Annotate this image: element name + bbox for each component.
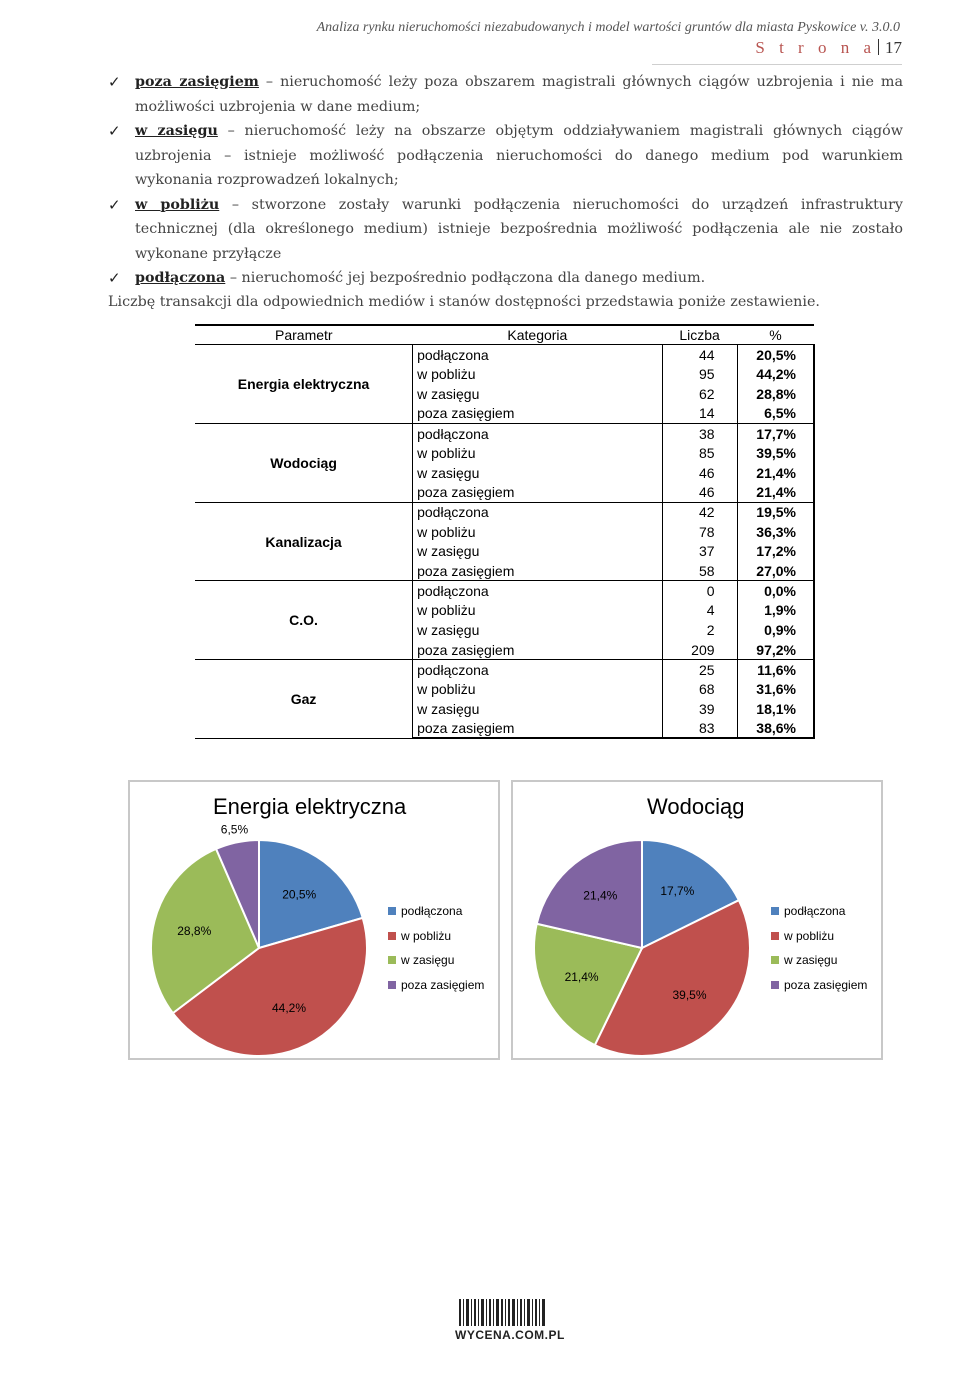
table-body [195,345,814,739]
chart-energia [128,780,500,1060]
legend-swatch [771,981,779,989]
logo-text: WYCENA.COM.PL [455,1328,565,1342]
count-cell: 62 [662,384,737,404]
count-cell: 78 [662,522,737,542]
count-cell: 37 [662,542,737,562]
slice-label: 28,8% [177,923,212,938]
count-cell: 209 [662,640,737,660]
legend-label: w zasięgu [784,953,838,968]
legend-label: podłączona [401,904,463,918]
legend-label: poza zasięgiem [401,978,485,993]
term: w pobliżu [135,196,220,213]
count-cell: 2 [662,620,737,640]
intro-paragraph: Liczbę transakcji dla odpowiednich mediów i stanów dostępności przedstawia poniże zestawienie. [108,294,820,310]
category-cell: w zasięgu [413,463,663,483]
category-cell: w zasięgu [413,620,663,640]
document-title: Analiza rynku nieruchomości niezabudowanych i model wartości gruntów dla miasta Pyskowice v. 3.0.0 [316,20,900,35]
category-cell: poza zasięgiem [413,640,663,660]
chart-legend [388,904,484,1003]
slice-label: 6,5% [220,822,249,837]
count-cell: 58 [662,561,737,581]
param-cell: Gaz [195,660,413,739]
category-cell: poza zasięgiem [413,561,663,581]
legend-swatch [388,981,396,989]
percent-cell: 31,6% [737,679,814,699]
chart-title: Wodociąg [647,794,745,819]
category-cell: w zasięgu [413,542,663,562]
legend-swatch [388,932,396,940]
table-row [195,502,814,522]
param-cell: C.O. [195,581,413,660]
category-cell: w zasięgu [413,699,663,719]
table-row [195,423,814,443]
legend-label: w pobliżu [401,928,452,943]
percent-cell: 6,5% [737,404,814,424]
percent-cell: 21,4% [737,463,814,483]
slice-label: 21,4% [564,969,599,984]
table-row [195,345,814,365]
table-header-row [195,325,814,345]
chart-legend [771,904,867,1003]
count-cell: 25 [662,660,737,680]
count-cell: 42 [662,502,737,522]
definition: – nieruchomość leży poza obszarem magistrali głównych ciągów uzbrojenia i nie ma możliwości uzbrojenia w dane medium; [135,74,903,115]
count-cell: 85 [662,443,737,463]
legend-swatch [771,932,779,940]
percent-cell: 44,2% [737,364,814,384]
legend-label: poza zasięgiem [784,978,868,993]
param-cell: Wodociąg [195,423,413,502]
check-icon: ✓ [108,122,121,140]
category-cell: poza zasięgiem [413,483,663,503]
percent-cell: 19,5% [737,502,814,522]
slice-label: 20,5% [282,887,317,902]
percent-cell: 21,4% [737,483,814,503]
slice-label: 44,2% [272,1000,307,1015]
legend-item [388,929,484,954]
category-cell: podłączona [413,660,663,680]
category-cell: poza zasięgiem [413,719,663,739]
count-cell: 14 [662,404,737,424]
header-param: Parametr [275,327,333,344]
count-cell: 4 [662,601,737,621]
term: podłączona [135,270,226,286]
list-item [108,193,903,267]
header-category: Kategoria [507,327,568,344]
category-cell: w pobliżu [413,364,663,384]
page-number-line [652,38,902,65]
list-item [108,119,903,193]
page-word: S t r o n a [755,38,876,57]
percent-cell: 11,6% [737,660,814,680]
legend-item [388,953,484,978]
slice-label: 21,4% [583,888,618,903]
definition: – stworzone zostały warunki podłączenia nieruchomości do urządzeń infrastruktury technicznej (dla określonego medium) istnieje bezpośrednia możliwość podłączenia ale nie zostało wykonane przyłącze [135,196,903,262]
category-cell: w pobliżu [413,601,663,621]
legend-item [388,904,484,929]
count-cell: 83 [662,719,737,739]
chart-title: Energia elektryczna [213,794,407,819]
header-count: Liczba [679,327,720,344]
percent-cell: 0,0% [737,581,814,601]
legend-swatch [388,907,396,915]
count-cell: 38 [662,423,737,443]
percent-cell: 28,8% [737,384,814,404]
list-item [108,266,903,291]
percent-cell: 39,5% [737,443,814,463]
percent-cell: 17,7% [737,423,814,443]
legend-label: w zasięgu [401,953,455,968]
slice-label: 17,7% [660,884,695,899]
param-cell: Energia elektryczna [195,345,413,424]
count-cell: 95 [662,364,737,384]
page-number: 17 [885,38,902,57]
list-item [108,70,903,119]
category-cell: w pobliżu [413,443,663,463]
legend-swatch [388,956,396,964]
category-cell: podłączona [413,423,663,443]
category-cell: podłączona [413,581,663,601]
percent-cell: 18,1% [737,699,814,719]
legend-label: podłączona [784,904,846,918]
percent-cell: 0,9% [737,620,814,640]
category-cell: w pobliżu [413,522,663,542]
param-cell: Kanalizacja [195,502,413,581]
category-cell: w pobliżu [413,679,663,699]
legend-item [771,953,867,978]
count-cell: 39 [662,699,737,719]
percent-cell: 20,5% [737,345,814,365]
legend-swatch [771,907,779,915]
check-icon: ✓ [108,269,121,287]
category-cell: podłączona [413,345,663,365]
legend-item [771,978,867,1003]
percent-cell: 27,0% [737,561,814,581]
check-icon: ✓ [108,73,121,91]
percent-cell: 36,3% [737,522,814,542]
barcode-icon [455,1297,551,1327]
check-icon: ✓ [108,195,121,214]
slice-label: 39,5% [672,988,707,1003]
legend-label: w pobliżu [784,928,835,943]
percent-cell: 97,2% [737,640,814,660]
legend-item [771,929,867,954]
table-row [195,660,814,680]
chart-wodociag [511,780,883,1060]
legend-swatch [771,956,779,964]
percent-cell: 17,2% [737,542,814,562]
category-cell: poza zasięgiem [413,404,663,424]
legend-item [388,978,484,1003]
percent-cell: 1,9% [737,601,814,621]
definition: – nieruchomość leży na obszarze objętym oddziaływaniem magistrali głównych ciągów uzbrojenia – istnieje możliwość podłączenia nieruchomości do danego medium pod warunkiem wykonania rozprowadzeń lokalnych; [135,123,904,188]
table-row [195,581,814,601]
count-cell: 68 [662,679,737,699]
category-cell: podłączona [413,502,663,522]
legend-item [771,904,867,929]
media-table [195,324,815,739]
category-cell: w zasięgu [413,384,663,404]
count-cell: 44 [662,345,737,365]
site-logo [455,1297,565,1347]
header-percent: % [769,327,782,344]
term: w zasięgu [135,123,218,139]
definition-list [108,70,903,291]
count-cell: 0 [662,581,737,601]
count-cell: 46 [662,463,737,483]
percent-cell: 38,6% [737,719,814,739]
term: poza zasięgiem [135,74,259,90]
definition: – nieruchomość jej bezpośrednio podłączona dla danego medium. [225,270,706,286]
count-cell: 46 [662,483,737,503]
